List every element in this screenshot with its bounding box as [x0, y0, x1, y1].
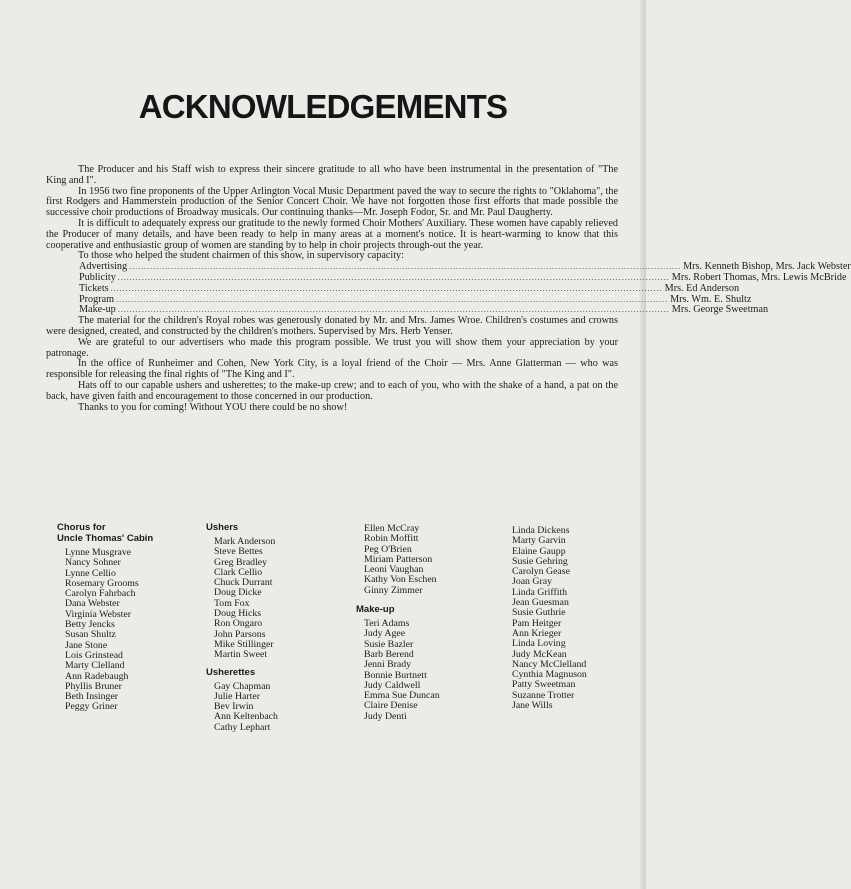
- leader-dots: ........................................................................................................................................................................................: [117, 272, 670, 282]
- list-item: Doug Hicks: [214, 608, 262, 620]
- list-item: Lynne Musgrave: [65, 547, 132, 558]
- list-item: Marty Garvin: [512, 535, 566, 547]
- list-item: Jane Stone: [65, 639, 108, 651]
- list-item: Ann Keltenbach: [214, 711, 278, 723]
- list-item: Elaine Gaupp: [512, 545, 566, 557]
- list-item: Suzanne Trotter: [512, 689, 575, 701]
- list-item: Nancy Sohner: [65, 557, 121, 569]
- list-item: Bonnie Burtnett: [364, 669, 427, 681]
- supervisor-label: Make-up: [79, 304, 116, 316]
- ushers-column: [206, 522, 278, 733]
- leader-dots: ........................................................................................................................................................................................: [129, 262, 682, 272]
- supervisor-label: Program: [79, 293, 115, 305]
- paragraph-advertisers: We are grateful to our advertisers who made this program possible. We trust you will show them your appreciation by your patronage.: [46, 336, 618, 359]
- list-item: Betty Jencks: [65, 619, 115, 631]
- list-item: Judy McKean: [512, 648, 567, 660]
- list-item: Nancy McClelland: [512, 658, 587, 670]
- list-item: Mike Stillinger: [214, 638, 274, 650]
- list-item: Jenni Brady: [364, 659, 412, 671]
- list-item: Dana Webster: [65, 598, 120, 610]
- list-item: Linda Dickens: [512, 525, 570, 536]
- supervisor-label: Publicity: [79, 271, 116, 283]
- list-item: Clark Cellio: [214, 566, 263, 578]
- supervisor-names: Mrs. Ed Anderson: [664, 282, 740, 294]
- list-item: Judy Caldwell: [364, 679, 421, 691]
- list-item: Bev Irwin: [214, 701, 254, 713]
- supervisor-row: [46, 261, 851, 273]
- paragraph-thanks: Thanks to you for coming! Without YOU there could be no show!: [78, 401, 348, 413]
- makeup-column: [356, 524, 440, 722]
- supervisor-names: Mrs. George Sweetman: [671, 304, 769, 316]
- list-item: Jane Wills: [512, 700, 553, 712]
- column4-name-list: [504, 526, 587, 711]
- list-item: Robin Moffitt: [364, 533, 419, 545]
- list-item: Pam Heitger: [512, 617, 562, 629]
- list-item: Lynne Cellio: [65, 567, 116, 579]
- makeup-name-list: [356, 619, 440, 722]
- list-item: Claire Denise: [364, 700, 418, 712]
- list-item: Carolyn Gease: [512, 566, 570, 578]
- list-item: Susie Gehring: [512, 555, 568, 567]
- list-item: Judy Agee: [364, 628, 406, 640]
- list-item: Peggy Griner: [65, 701, 118, 713]
- list-item: Barb Berend: [364, 648, 414, 660]
- paragraph-auxiliary: It is difficult to adequately express our gratitude to the newly formed Choir Mothers' Auxiliary. These women have capably relieved the Producer of many details, and have been ready to help in many areas at a moment's notice. It is heart-warming to know that this cooperative and enthusiastic group of women are standing by to help in choir projects through-out the year.: [46, 217, 618, 251]
- list-item: Gay Chapman: [214, 680, 271, 692]
- list-item: Leoni Vaughan: [364, 564, 424, 576]
- list-item: Doug Dicke: [214, 587, 262, 599]
- usherettes-name-list: [206, 682, 278, 733]
- list-item: Cynthia Magnuson: [512, 669, 587, 681]
- list-item: Tom Fox: [214, 597, 250, 609]
- list-item: Jean Guesman: [512, 597, 569, 609]
- list-item: Lois Grinstead: [65, 649, 123, 661]
- list-item: Chuck Durrant: [214, 577, 273, 589]
- chorus-heading-line1: Chorus for: [57, 522, 106, 533]
- list-item: Emma Sue Duncan: [364, 690, 440, 702]
- list-item: Linda Loving: [512, 638, 566, 650]
- list-item: Ginny Zimmer: [364, 584, 423, 596]
- list-item: Susie Guthrie: [512, 607, 566, 619]
- list-item: Phyllis Bruner: [65, 680, 122, 692]
- supervisor-row: [46, 282, 740, 295]
- list-item: Ron Ongaro: [214, 618, 263, 630]
- paragraph-intro: The Producer and his Staff wish to express their sincere gratitude to all who have been instrumental in the presentation of "The King and I".: [46, 164, 618, 186]
- column4: [504, 526, 587, 711]
- list-item: Carolyn Fahrbach: [65, 588, 136, 600]
- list-item: Kathy Von Eschen: [364, 574, 437, 586]
- list-item: Teri Adams: [364, 618, 410, 630]
- list-item: Susan Shultz: [65, 629, 116, 641]
- paragraph-supervisors: To those who helped the student chairmen of this show, in supervisory capacity:: [78, 250, 404, 262]
- list-item: Ann Krieger: [512, 627, 562, 639]
- list-item: Linda Griffith: [512, 586, 568, 598]
- list-item: Julie Harter: [214, 690, 260, 702]
- list-item: Susie Bazler: [364, 638, 414, 650]
- supervisor-names: Mrs. Kenneth Bishop, Mrs. Jack Webster: [683, 261, 851, 273]
- chorus-name-list: [57, 548, 153, 713]
- list-item: Ann Radebaugh: [65, 670, 129, 682]
- ushers-heading: Ushers: [206, 522, 239, 533]
- list-item: Patty Sweetman: [512, 679, 576, 691]
- acknowledgements-body: [46, 164, 851, 413]
- list-item: Ellen McCray: [364, 523, 420, 534]
- paragraph-robes: The material for the children's Royal robes was generously donated by Mr. and Mrs. James Wroe. Children's costumes and crowns were designed, created, and constructed by the children's mothers. Supervised by Mrs. Herb Yenser.: [46, 315, 618, 337]
- list-item: Marty Clelland: [65, 660, 125, 672]
- list-item: Steve Bettes: [214, 546, 263, 558]
- supervisor-names: Mrs. Wm. E. Shultz: [670, 293, 752, 305]
- list-item: Rosemary Grooms: [65, 577, 139, 589]
- list-item: Peg O'Brien: [364, 543, 412, 555]
- list-item: Judy Denti: [364, 710, 407, 722]
- supervisor-list: [46, 261, 851, 316]
- column3-name-list: [356, 524, 440, 596]
- supervisor-row: [46, 271, 847, 284]
- list-item: Virginia Webster: [65, 608, 132, 620]
- list-item: John Parsons: [214, 628, 266, 640]
- chorus-heading-line2: Uncle Thomas' Cabin: [57, 533, 154, 544]
- leader-dots: ........................................................................................................................................................................................: [116, 294, 669, 304]
- supervisor-label: Advertising: [79, 261, 128, 273]
- list-item: Miriam Patterson: [364, 553, 433, 565]
- ushers-name-list: [206, 537, 278, 661]
- paragraph-rights: In the office of Runheimer and Cohen, New York City, is a loyal friend of the Choir — Mrs. Anne Glatterman — who was responsible for releasing the final rights of "The King and I".: [46, 358, 618, 381]
- list-item: Joan Gray: [512, 576, 552, 588]
- page-title: ACKNOWLEDGEMENTS: [138, 88, 508, 125]
- leader-dots: ........................................................................................................................................................................................: [110, 283, 663, 293]
- paragraph-oklahoma: In 1956 two fine proponents of the Upper Arlington Vocal Music Department paved the way to secure the rights to "Oklahoma", the first Rodgers and Hammerstein production of the Senior Concert Choir. We have not forgotten those first efforts that made possible the successive choir productions of Broadway musicals. Our continuing thanks—Mr. Joseph Fodor, Sr. and Mr. Paul Daugherty.: [46, 185, 618, 219]
- chorus-column: [57, 522, 153, 713]
- leader-dots: ........................................................................................................................................................................................: [117, 305, 670, 315]
- supervisor-names: Mrs. Robert Thomas, Mrs. Lewis McBride: [671, 271, 847, 283]
- makeup-heading: Make-up: [356, 604, 395, 616]
- usherettes-heading: Usherettes: [206, 666, 256, 678]
- page-edge-shadow: [640, 0, 646, 889]
- list-item: Cathy Lephart: [214, 721, 271, 733]
- supervisor-row: [46, 293, 752, 306]
- list-item: Greg Bradley: [214, 556, 268, 568]
- list-item: Mark Anderson: [214, 536, 276, 547]
- list-item: Beth Insinger: [65, 691, 119, 703]
- paragraph-ushers: Hats off to our capable ushers and usherettes; to the make-up crew; and to each of you, who with the shake of a hand, a pat on the back, have given faith and encouragement to those concerned in our production.: [46, 379, 618, 402]
- list-item: Martin Sweet: [214, 649, 268, 661]
- supervisor-label: Tickets: [79, 282, 109, 294]
